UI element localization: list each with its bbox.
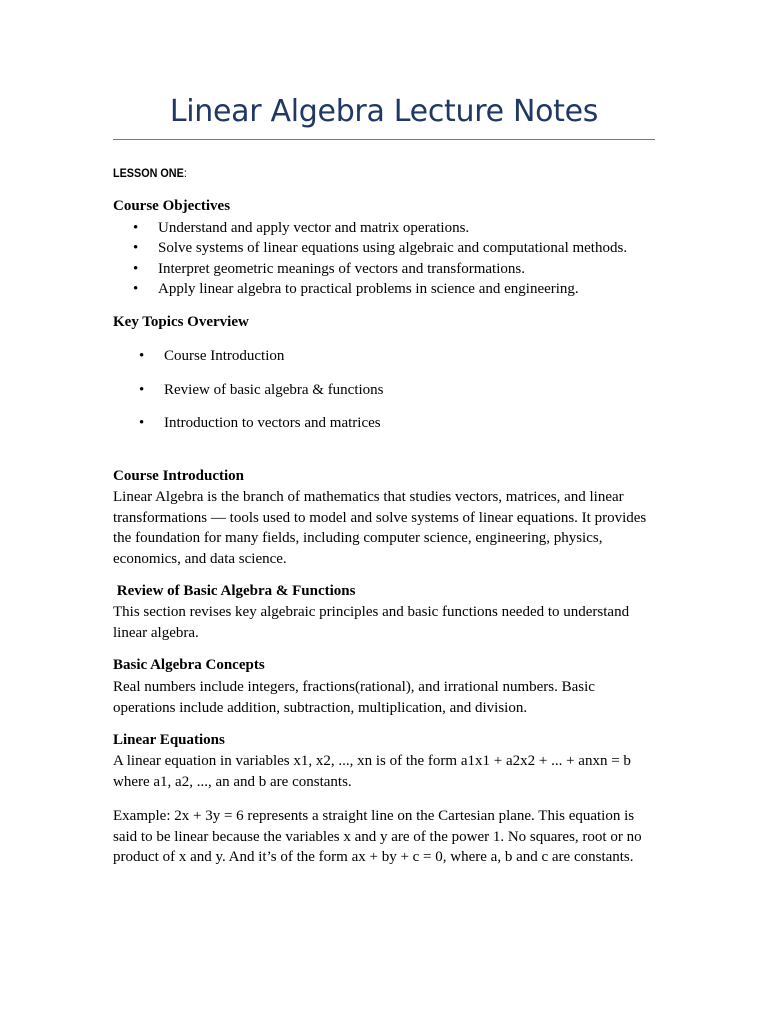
course-objectives-heading: Course Objectives <box>113 198 231 214</box>
list-item <box>113 218 627 238</box>
review-text: This section revises key algebraic principles and basic functions needed to understand linear algebra. <box>113 604 630 641</box>
bullet-icon: • <box>133 240 139 257</box>
list-item-text: Solve systems of linear equations using algebraic and computational methods. <box>158 240 628 257</box>
lesson-label-colon: : <box>183 166 187 180</box>
linear-equations-heading: Linear Equations <box>113 732 225 748</box>
linear-equations-text: A linear equation in variables x1, x2, ..., xn is of the form a1x1 + a2x2 + ... + anxn = b where a1, a2, ..., an and b are constants. <box>113 753 631 790</box>
bullet-icon: • <box>139 415 145 431</box>
list-item <box>113 238 627 258</box>
list-item-text: Review of basic algebra & functions <box>164 381 384 398</box>
bullet-icon: • <box>133 260 139 277</box>
list-item-text: Course Introduction <box>164 348 285 364</box>
list-item-text: Introduction to vectors and matrices <box>164 415 381 431</box>
course-objectives-list <box>113 218 627 300</box>
list-item-text: Interpret geometric meanings of vectors and transformations. <box>158 260 525 277</box>
lesson-label <box>113 166 187 180</box>
course-introduction-heading: Course Introduction <box>113 468 244 484</box>
bullet-icon: • <box>139 348 145 364</box>
list-item <box>113 380 384 414</box>
basic-algebra-text: Real numbers include integers, fractions(rational), and irrational numbers. Basic operations include addition, subtraction, multiplication, and division. <box>113 679 595 716</box>
bullet-icon: • <box>139 381 145 398</box>
document-title: Linear Algebra Lecture Notes <box>169 94 599 129</box>
course-introduction-text: Linear Algebra is the branch of mathematics that studies vectors, matrices, and linear transformations — tools used to model and solve systems of linear equations. It provides the foundation for many fields, including computer science, engineering, physics, economics, and data science. <box>113 489 647 567</box>
linear-equations-example: Example: 2x + 3y = 6 represents a straight line on the Cartesian plane. This equation is said to be linear because the variables x and y are of the power 1. No squares, root or no product of x and y. And it’s of the form ax + by + c = 0, where a, b and c are constants. <box>113 808 642 865</box>
lesson-label-text: LESSON ONE <box>113 166 184 180</box>
title-underline <box>113 139 655 140</box>
list-item <box>113 259 627 279</box>
bullet-icon: • <box>133 220 139 236</box>
list-item-text: Apply linear algebra to practical problems in science and engineering. <box>158 281 579 298</box>
basic-algebra-heading: Basic Algebra Concepts <box>113 657 265 673</box>
list-item <box>113 346 384 380</box>
list-item <box>113 413 384 447</box>
bullet-icon: • <box>133 281 139 298</box>
list-item <box>113 279 627 299</box>
key-topics-list <box>113 346 384 447</box>
list-item-text: Understand and apply vector and matrix operations. <box>158 220 470 236</box>
review-heading: Review of Basic Algebra & Functions <box>113 583 356 599</box>
key-topics-heading: Key Topics Overview <box>113 314 249 330</box>
